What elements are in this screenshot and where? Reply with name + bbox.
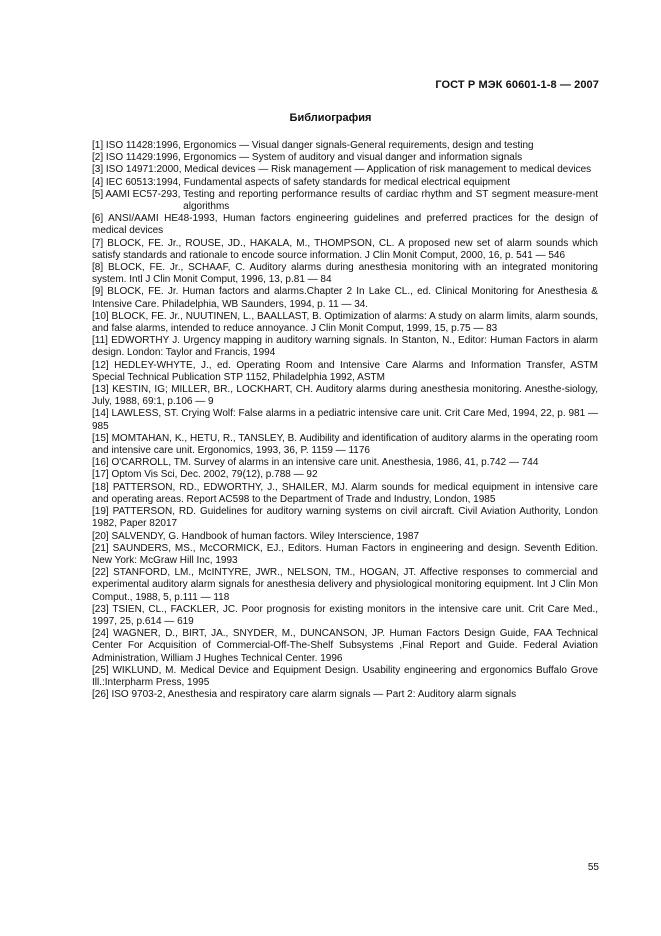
bibliography-entry: [4] IEC 60513:1994, Fundamental aspects of safety standards for medical electrical equipment	[92, 176, 511, 188]
bibliography-entry: [3] ISO 14971:2000, Medical devices — Risk management — Application of risk management to medical devices	[92, 164, 592, 176]
bibliography-entry: [5] AAMI EC57-293, Testing and reporting performance results of cardiac rhythm and ST segment measure-ment algorithms	[92, 188, 598, 213]
bibliography-entry: [2] ISO 11429:1996, Ergonomics — System of auditory and visual danger and information signals	[92, 152, 523, 164]
bibliography-entry: [24] WAGNER, D., BIRT, JA., SNYDER, M., DUNCANSON, JP. Human Factors Design Guide, FAA Technical Center For Acquisition of Commercial-Off-The-Shelf Subsystems ,Final Report and Guide. Federal Aviation Administration, William J Hughes Technical Center. 1996	[92, 628, 598, 664]
bibliography-entry: [26] ISO 9703-2, Anesthesia and respiratory care alarm signals — Part 2: Auditory alarm signals	[92, 689, 517, 701]
bibliography-entry: [19] PATTERSON, RD. Guidelines for auditory warning systems on civil aircraft. Civil Aviation Authority, London 1982, Paper 82017	[92, 506, 598, 530]
bibliography-entry: [23] TSIEN, CL., FACKLER, JC. Poor prognosis for existing monitors in the intensive care unit. Crit Care Med., 1997, 25, p.614 — 619	[92, 603, 599, 627]
bibliography-entry: [18] PATTERSON, RD., EDWORTHY, J., SHAILER, MJ. Alarm sounds for medical equipment in intensive care and operating areas. Report AC598 to the Department of Trade and Industry, London, 1985	[92, 481, 598, 505]
page-title: Библиография	[289, 112, 372, 124]
bibliography-entry: [15] MOMTAHAN, K., HETU, R., TANSLEY, B. Audibility and identification of auditory alarms in the operating room and intensive care unit. Ergonomics, 1993, 36, P. 1159 — 1176	[92, 432, 598, 457]
bibliography-entry: [25] WIKLUND, M. Medical Device and Equipment Design. Usability engineering and ergonomics Buffalo Grove Ill.:Interpharm Press, 1995	[92, 664, 599, 688]
bibliography-entry: [8] BLOCK, FE. Jr., SCHAAF, C. Auditory alarms during anesthesia monitoring with an integrated monitoring system. Intl J Clin Monit Comput, 1996, 13, p.81 — 84	[92, 262, 598, 286]
page-header: ГОСТ Р МЭК 60601-1-8 — 2007	[435, 79, 599, 91]
bibliography-entry: [6] ANSI/AAMI HE48-1993, Human factors engineering guidelines and preferred practices for the design of medical devices	[92, 213, 598, 237]
bibliography-entry: [9] BLOCK, FE. Jr. Human factors and alarms.Chapter 2 In Lake CL., ed. Clinical Monitoring for Anesthesia & Intensive Care. Philadelphia, WB Saunders, 1994, p. 11 — 34.	[92, 286, 598, 310]
bibliography-entry: [16] O'CARROLL, TM. Survey of alarms in an intensive care unit. Anesthesia, 1986, 41, p.742 — 744	[92, 457, 539, 469]
bibliography-list	[92, 140, 598, 701]
bibliography-entry: [11] EDWORTHY J. Urgency mapping in auditory warning signals. In Stanton, N., Editor: Human Factors in alarm design. London: Taylor and Francis, 1994	[92, 335, 599, 359]
bibliography-entry: [13] KESTIN, IG; MILLER, BR., LOCKHART, CH. Auditory alarms during anesthesia monitoring. Anesthe-siology, July, 1988, 69:1, p.106 — 9	[92, 384, 598, 408]
bibliography-entry: [1] ISO 11428:1996, Ergonomics — Visual danger signals-General requirements, design and testing	[92, 140, 534, 151]
page-number: 55	[587, 862, 599, 873]
bibliography-entry: [7] BLOCK, FE. Jr., ROUSE, JD., HAKALA, M., THOMPSON, CL. A proposed new set of alarm sounds which satisfy standards and rationale to encode source information. J Clin Monit Comput, 2000, 16, p. 541 — 546	[92, 237, 598, 261]
bibliography-entry: [12] HEDLEY-WHYTE, J., ed. Operating Room and Intensive Care Alarms and Information Transfer, ASTM Special Technical Publication STP 1152, Philadelphia 1992, ASTM	[92, 359, 598, 383]
bibliography-entry: [21] SAUNDERS, MS., McCORMICK, EJ., Editors. Human Factors in engineering and design. Seventh Edition. New York: McGraw Hill Inc, 1993	[92, 542, 598, 566]
bibliography-entry: [10] BLOCK, FE. Jr., NUUTINEN, L., BAALLAST, B. Optimization of alarms: A study on alarm limits, alarm sounds, and false alarms, intended to reduce annoyance. J Clin Monit Comput, 1999, 15, p.75 — 83	[92, 310, 598, 335]
bibliography-entry: [22] STANFORD, LM., McINTYRE, JWR., NELSON, TM., HOGAN, JT. Affective responses to commercial and experimental auditory alarm signals for anesthesia delivery and physiological monitoring equipment. Int J Clin Mon Comput., 1988, 5, p.111 — 118	[92, 567, 598, 603]
bibliography-entry: [17] Optom Vis Sci, Dec. 2002, 79(12), p.788 — 92	[92, 469, 318, 481]
bibliography-entry: [20] SALVENDY, G. Handbook of human factors. Wiley Interscience, 1987	[92, 530, 420, 542]
bibliography-entry: [14] LAWLESS, ST. Crying Wolf: False alarms in a pediatric intensive care unit. Crit Care Med, 1994, 22, p. 981 — 985	[92, 408, 598, 432]
